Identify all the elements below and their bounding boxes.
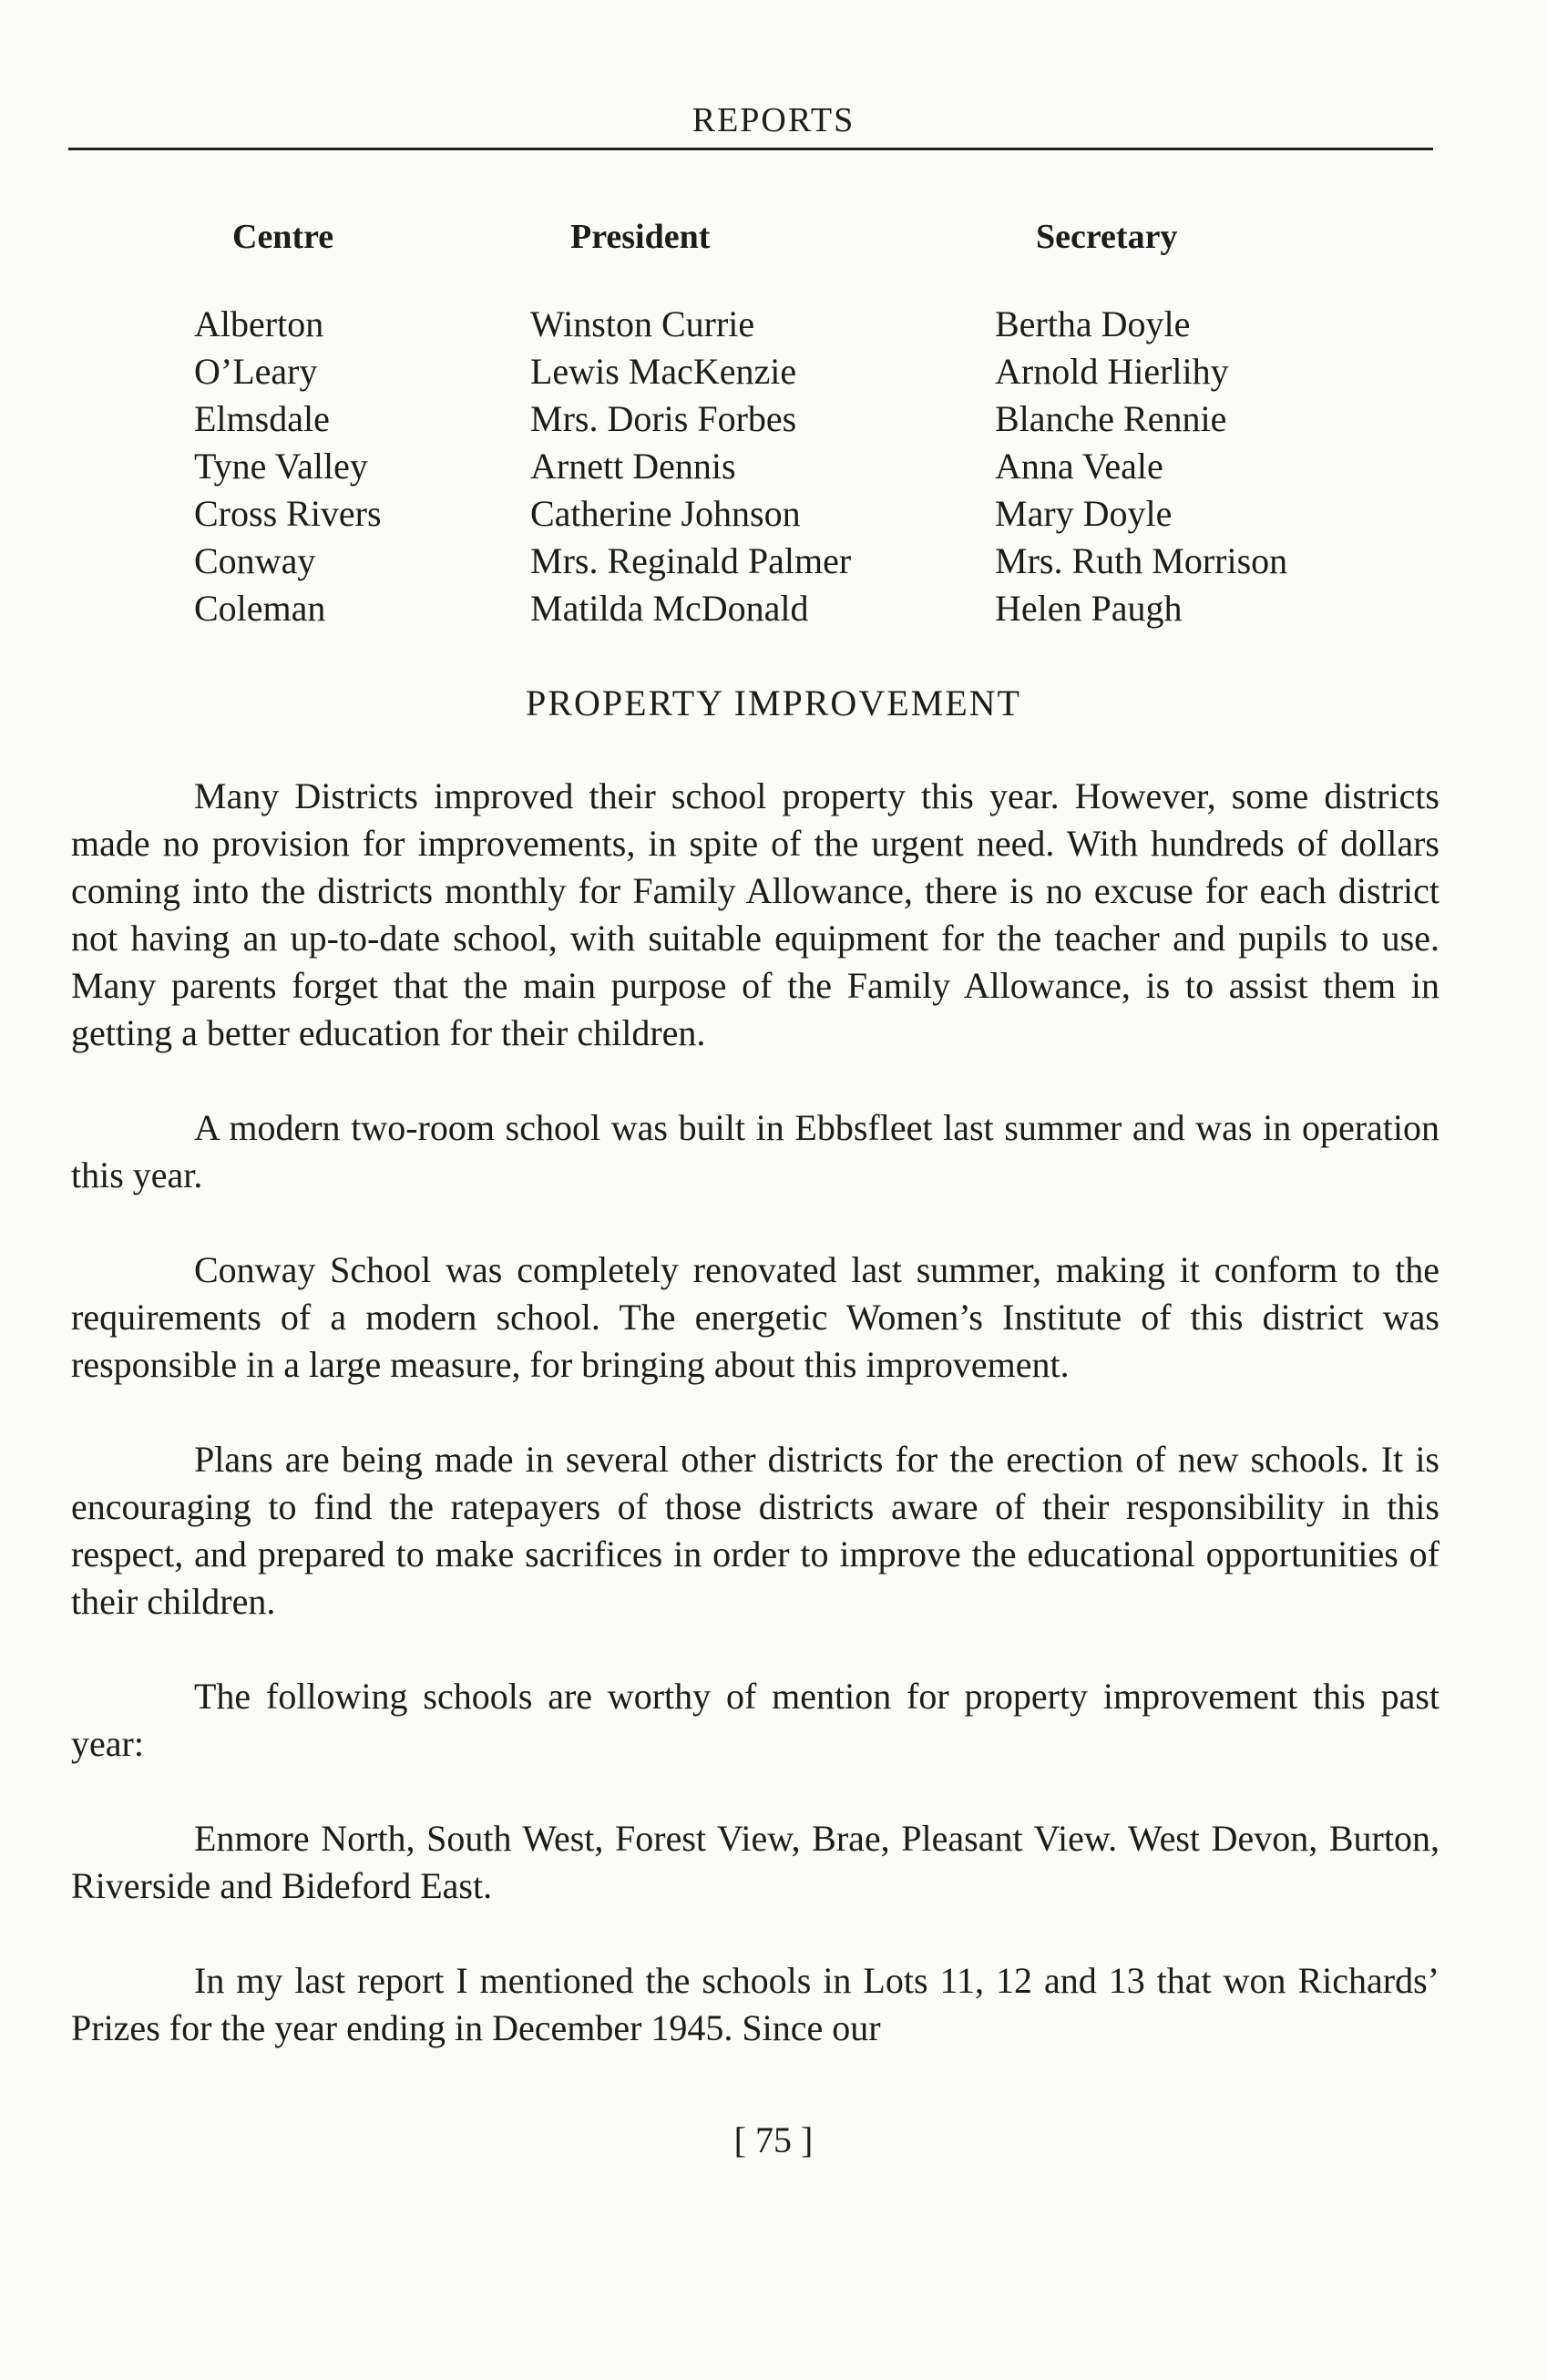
cell-president: Lewis MacKenzie bbox=[530, 351, 797, 392]
table-row bbox=[0, 492, 1547, 539]
cell-secretary: Helen Paugh bbox=[995, 588, 1183, 629]
cell-centre: Conway bbox=[194, 540, 316, 581]
paragraph: In my last report I mentioned the schools in Lots 11, 12 and 13 that won Richards’ Prizes for the year ending in December 1945. Since our bbox=[71, 1960, 1439, 2048]
cell-president: Catherine Johnson bbox=[530, 493, 801, 534]
officers-table bbox=[0, 303, 1547, 634]
table-row bbox=[0, 539, 1547, 587]
cell-centre: O’Leary bbox=[194, 351, 318, 392]
table-row bbox=[0, 587, 1547, 634]
paragraph: A modern two-room school was built in Ebbsfleet last summer and was in operation this year. bbox=[71, 1107, 1439, 1195]
cell-president: Arnett Dennis bbox=[530, 446, 736, 487]
column-header-president: President bbox=[570, 218, 711, 256]
cell-secretary: Anna Veale bbox=[995, 446, 1163, 487]
cell-centre: Tyne Valley bbox=[194, 446, 368, 487]
cell-secretary: Arnold Hierlihy bbox=[995, 351, 1229, 392]
cell-president: Mrs. Doris Forbes bbox=[530, 398, 797, 439]
column-header-secretary: Secretary bbox=[1036, 218, 1178, 256]
header-rule bbox=[68, 148, 1433, 150]
cell-president: Winston Currie bbox=[530, 303, 755, 344]
paragraph: The following schools are worthy of mention for property improvement this past year: bbox=[71, 1676, 1439, 1764]
cell-secretary: Bertha Doyle bbox=[995, 303, 1191, 344]
table-header-row bbox=[0, 217, 1547, 262]
cell-centre: Alberton bbox=[194, 303, 324, 344]
section-title: PROPERTY IMPROVEMENT bbox=[526, 682, 1021, 723]
paragraph: Enmore North, South West, Forest View, Brae, Pleasant View. West Devon, Burton, Riverside and Bideford East. bbox=[71, 1818, 1439, 1906]
cell-secretary: Mrs. Ruth Morrison bbox=[995, 540, 1288, 581]
cell-secretary: Mary Doyle bbox=[995, 493, 1173, 534]
column-header-centre: Centre bbox=[232, 218, 334, 256]
table-row bbox=[0, 445, 1547, 492]
table-row bbox=[0, 397, 1547, 445]
paragraph: Plans are being made in several other districts for the erection of new schools. It is encouraging to find the ratepayers of those districts aware of their responsibility in this respect, and prepared to make sacrifices in order to improve the educational opportunities of their children. bbox=[71, 1439, 1439, 1622]
paragraph: Conway School was completely renovated last summer, making it conform to the requirements of a modern school. The energetic Women’s Institute of this district was responsible in a large measure, for bringing about this improvement. bbox=[71, 1249, 1439, 1385]
body-text bbox=[71, 773, 1439, 2099]
cell-centre: Coleman bbox=[194, 588, 326, 629]
cell-centre: Elmsdale bbox=[194, 398, 330, 439]
cell-secretary: Blanche Rennie bbox=[995, 398, 1227, 439]
table-row bbox=[0, 303, 1547, 350]
page-number: [ 75 ] bbox=[733, 2119, 814, 2160]
cell-president: Mrs. Reginald Palmer bbox=[530, 540, 852, 581]
cell-centre: Cross Rivers bbox=[194, 493, 382, 534]
paragraph: Many Districts improved their school property this year. However, some districts made no provision for improvements, in spite of the urgent need. With hundreds of dollars coming into the districts monthly for Family Allowance, there is no excuse for each district not having an up-to-date school, with suitable equipment for the teacher and pupils to use. Many parents forget that the main purpose of the Family Allowance, is to assist them in getting a better education for their children. bbox=[71, 775, 1439, 1053]
cell-president: Matilda McDonald bbox=[530, 588, 809, 629]
running-head: REPORTS bbox=[692, 101, 855, 139]
table-row bbox=[0, 350, 1547, 397]
